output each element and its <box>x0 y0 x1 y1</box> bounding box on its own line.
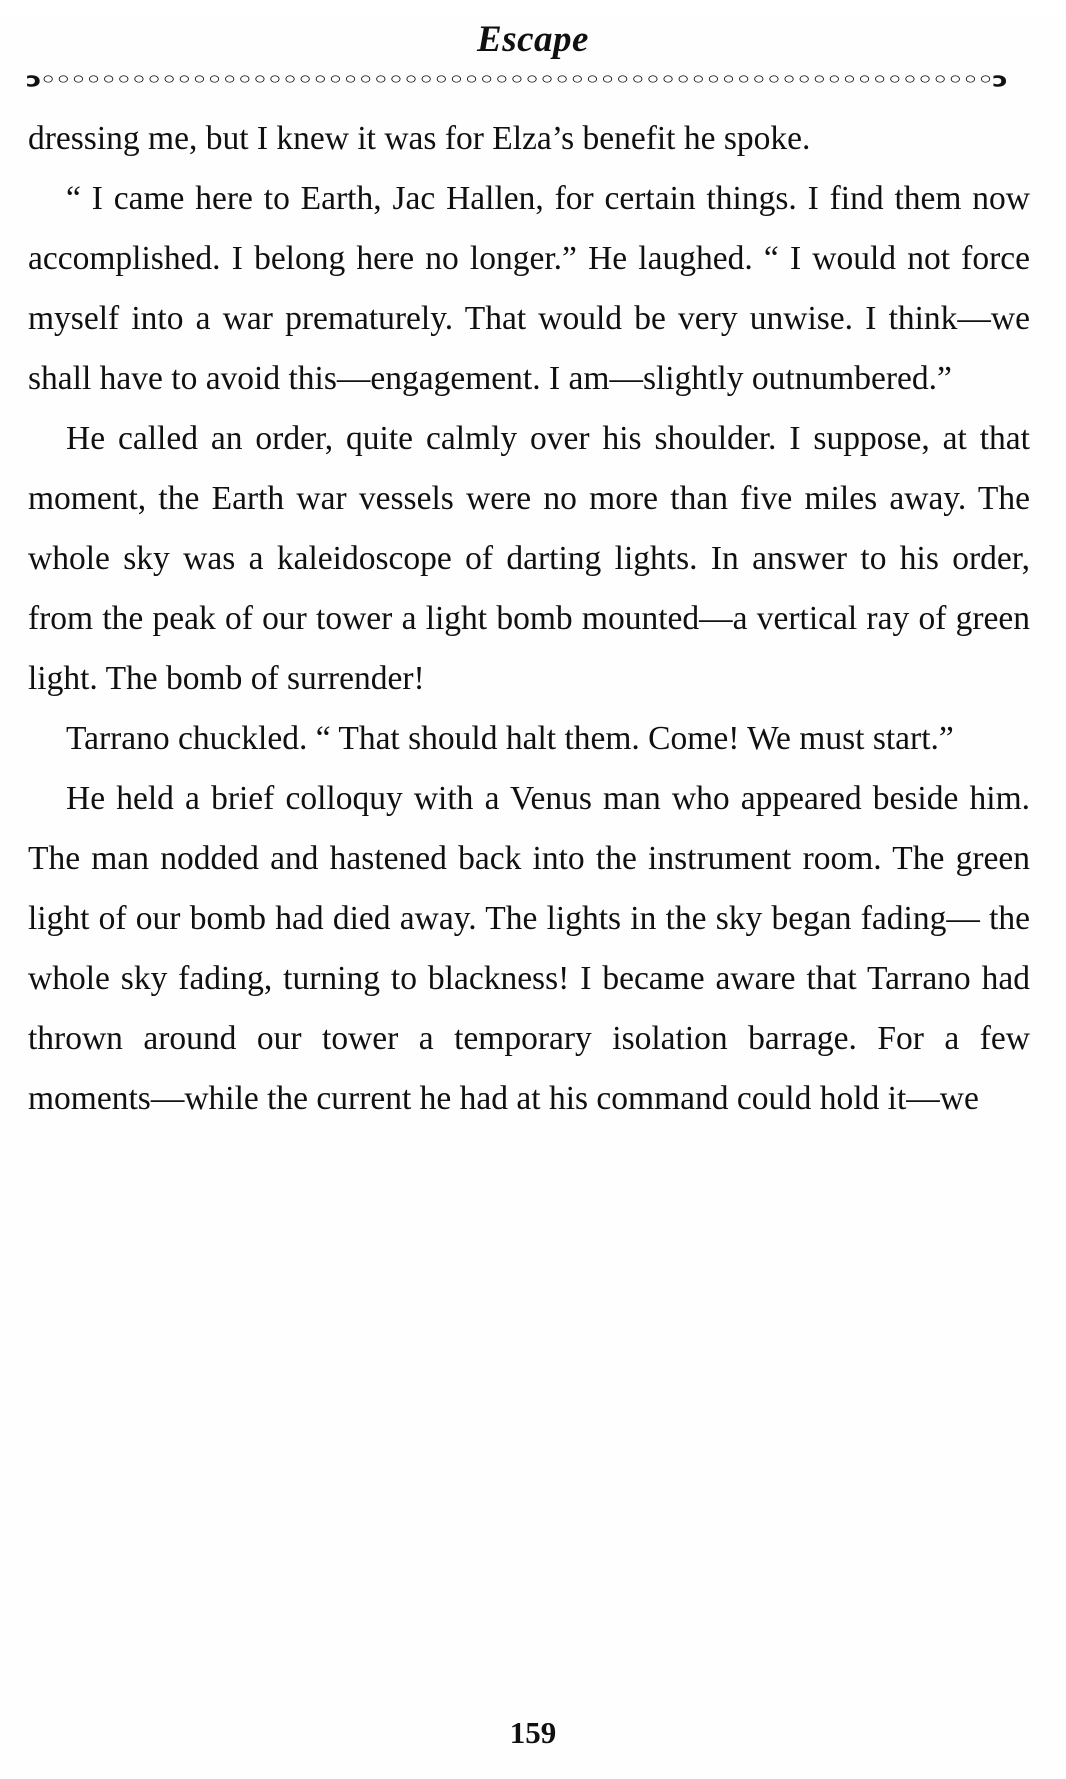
body-text <box>28 109 1030 1129</box>
paragraph: He held a brief colloquy with a Venus man who appeared beside him. The man nodded and hastened back into the instrument room. The green light of our bomb had died away. The lights in the sky began fading— the whole sky fading, turning to blackness! I became aware that Tarrano had thrown around our tower a temporary isolation barrage. For a few moments—while the current he had at his command could hold it—we <box>28 780 1030 1117</box>
page-title: Escape <box>477 19 589 60</box>
paragraph: He called an order, quite calmly over his shoulder. I suppose, at that moment, the Earth war vessels were no more than five miles away. The whole sky was a kaleidoscope of darting lights. In answer to his order, from the peak of our tower a light bomb mounted—a vertical ray of green light. The bomb of surrender! <box>28 420 1030 697</box>
book-page <box>0 18 1066 1779</box>
paragraph: dressing me, but I knew it was for Elza’s benefit he spoke. <box>28 120 811 157</box>
paragraph: Tarrano chuckled. “ That should halt them. Come! We must start.” <box>66 720 954 757</box>
page-number: 159 <box>509 1715 557 1750</box>
paragraph: “ I came here to Earth, Jac Hallen, for certain things. I find them now accomplished. I belong here no longer.” He laughed. “ I would not force myself into a war prematurely. That would be very unwise. I think—we shall have to avoid this—engagement. I am—slightly outnumbered.” <box>28 180 1030 397</box>
ornamental-rule <box>26 71 1032 95</box>
ornament-bead-line: ɔ◦◦◦◦◦◦◦◦◦◦◦◦◦◦◦◦◦◦◦◦◦◦◦◦◦◦◦◦◦◦◦◦◦◦◦◦◦◦◦◦◦◦◦◦◦◦◦◦◦◦◦◦◦◦◦◦◦◦◦◦◦◦◦ɔ <box>26 71 1007 93</box>
